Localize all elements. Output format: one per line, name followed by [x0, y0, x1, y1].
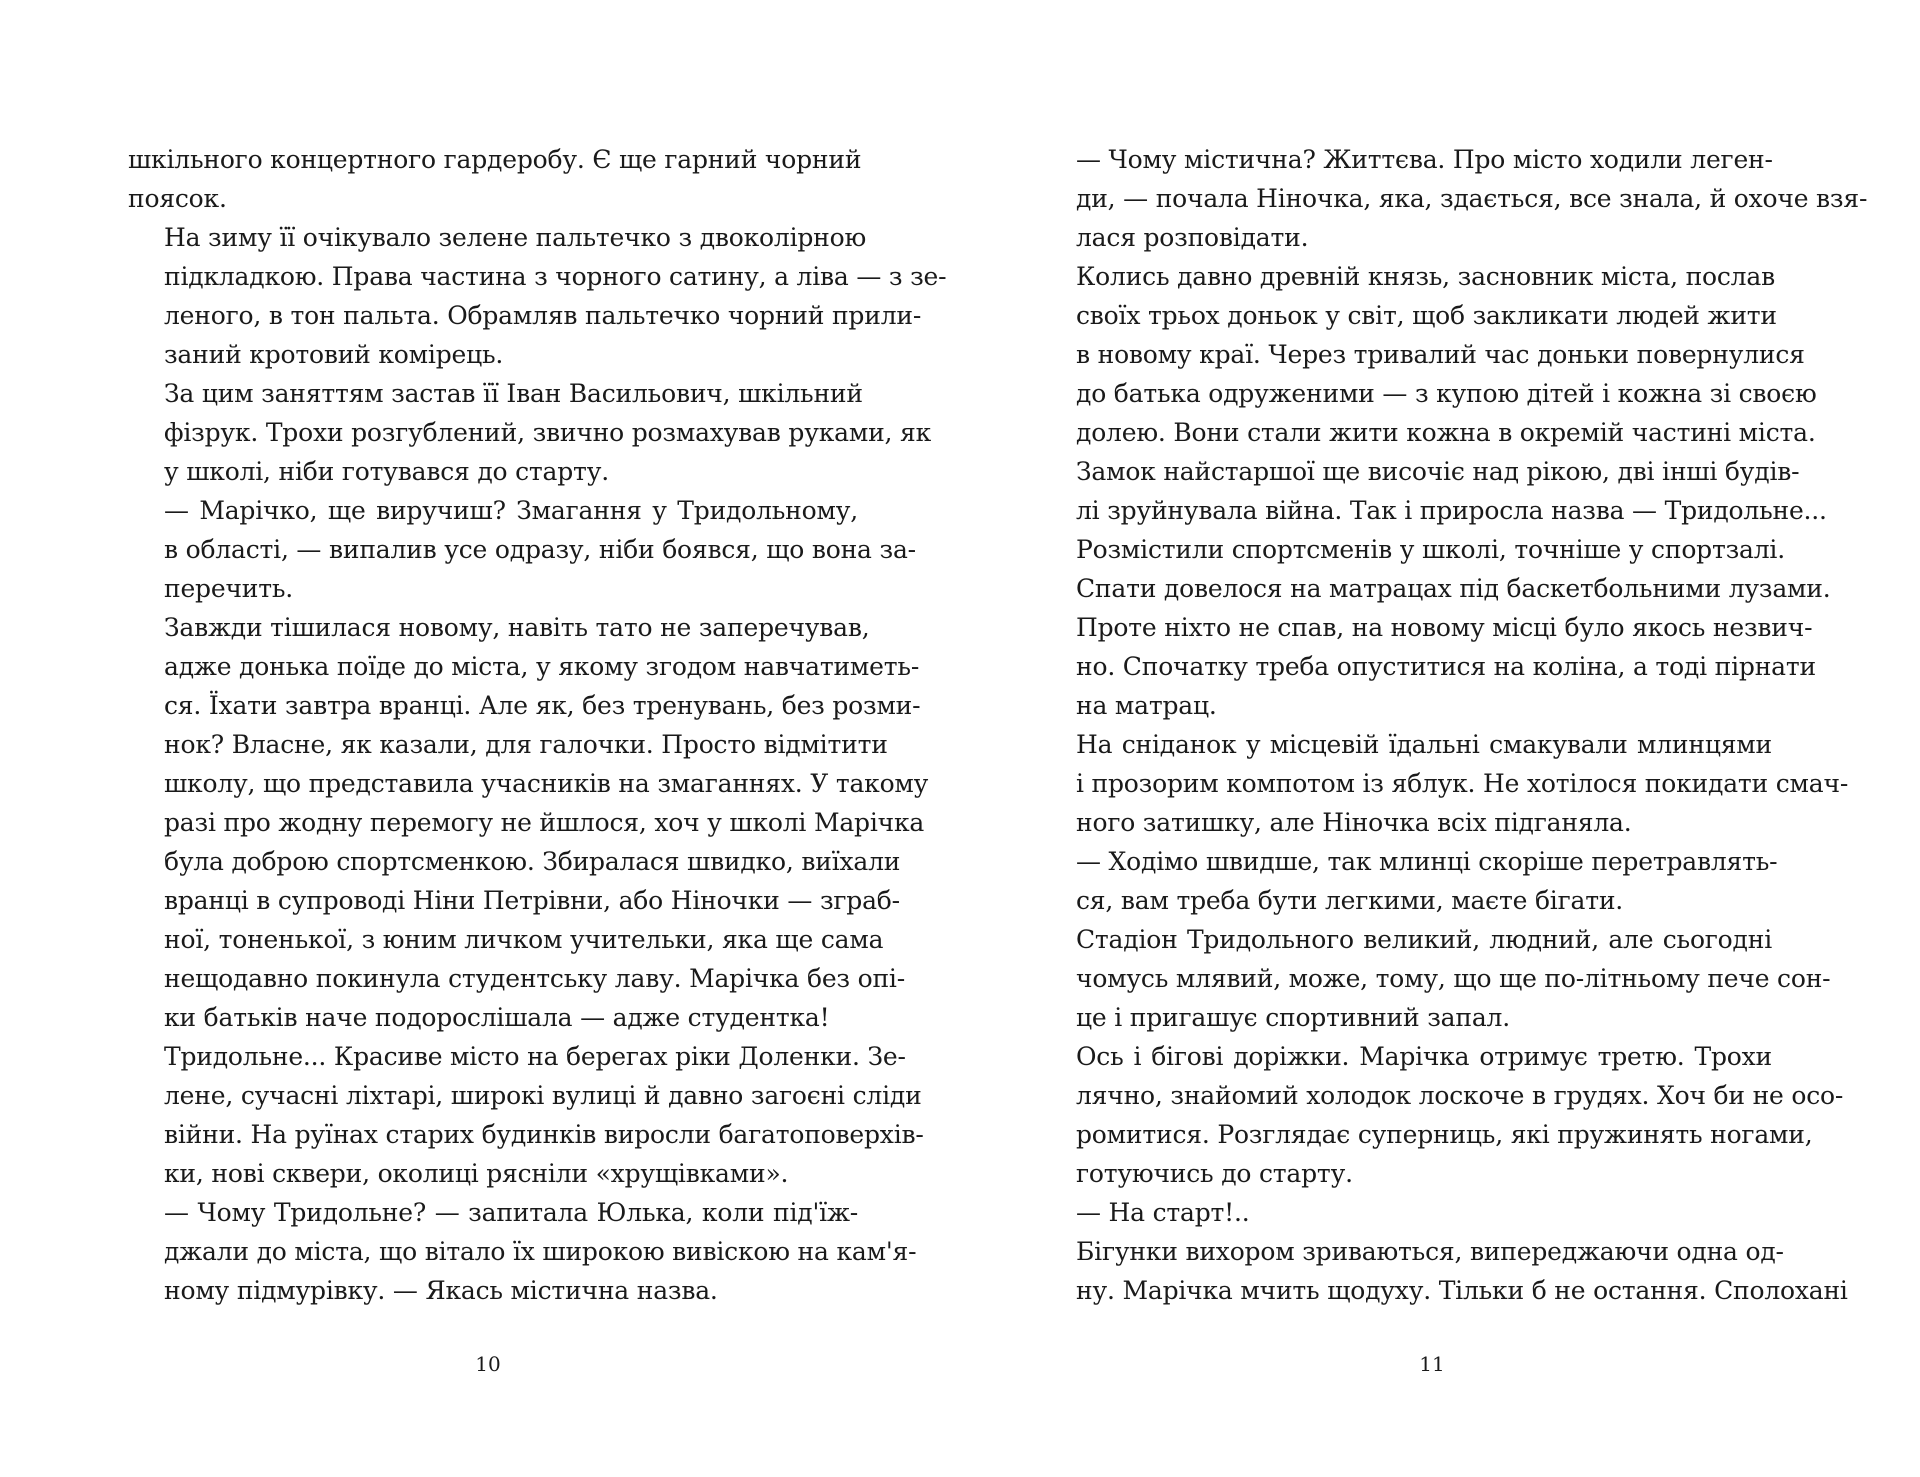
text-line: лячно, знайомий холодок лоскоче в грудях. Хоч би не осо-: [1076, 1081, 1844, 1110]
text-line: була доброю спортсменкою. Збиралася швидко, виїхали: [164, 847, 901, 876]
text-line: разі про жодну перемогу не йшлося, хоч у школі Марічка: [164, 808, 925, 837]
text-line: За цим заняттям застав її Іван Васильович, шкільний: [164, 379, 863, 408]
text-line: джали до міста, що вітало їх широкою вивіскою на кам'я-: [164, 1237, 917, 1266]
text-line: На зиму її очікувало зелене пальтечко з двоколірною: [164, 223, 867, 252]
text-line: Замок найстаршої ще височіє над рікою, дві інші будів-: [1076, 457, 1800, 486]
paragraph: [1040, 257, 1827, 530]
text-line: фізрук. Трохи розгублений, звично розмахував руками, як: [164, 418, 932, 447]
text-line: Проте ніхто не спав, на новому місці було якось незвич-: [1076, 613, 1813, 642]
text-line: в новому краї. Через тривалий час доньки повернулися: [1076, 340, 1805, 369]
right-page-text: [1040, 140, 1868, 1310]
text-line: Ось і бігові доріжки. Марічка отримує третю. Трохи: [1076, 1042, 1772, 1071]
text-line: ди, — почала Ніночка, яка, здається, все знала, й охоче взя-: [1076, 184, 1868, 213]
text-line: ромитися. Розглядає суперниць, які пружинять ногами,: [1076, 1120, 1813, 1149]
text-line: в області, — випалив усе одразу, ніби боявся, що вона за-: [164, 535, 916, 564]
text-line: Тридольне... Красиве місто на берегах ріки Доленки. Зе-: [164, 1042, 906, 1071]
text-line: і прозорим компотом із яблук. Не хотілося покидати смач-: [1076, 769, 1849, 798]
paragraph: [128, 374, 932, 491]
text-line: готуючись до старту.: [1076, 1159, 1353, 1188]
paragraph: [1040, 140, 1868, 257]
text-line: війни. На руїнах старих будинків виросли багатоповерхів-: [164, 1120, 924, 1149]
text-line: школу, що представила учасників на змаганнях. У такому: [164, 769, 929, 798]
text-line: перечить.: [164, 574, 294, 603]
text-line: — На старт!..: [1076, 1198, 1250, 1227]
text-line: ся, вам треба бути легкими, маєте бігати.: [1076, 886, 1624, 915]
text-line: Колись давно древній князь, засновник міста, послав: [1076, 262, 1775, 291]
paragraph: [1040, 920, 1831, 1037]
text-line: нещодавно покинула студентську лаву. Марічка без опі-: [164, 964, 905, 993]
page-number-right: 11: [1419, 1352, 1445, 1376]
text-line: Стадіон Тридольного великий, людний, але сьогодні: [1076, 925, 1772, 954]
text-line: ної, тоненької, з юним личком учительки, яка ще сама: [164, 925, 884, 954]
left-page-text: [128, 140, 947, 1310]
text-line: нок? Власне, як казали, для галочки. Просто відмітити: [164, 730, 888, 759]
paragraph: [128, 140, 862, 218]
text-line: на матрац.: [1076, 691, 1217, 720]
text-line: шкільного концертного гардеробу. Є ще гарний чорний: [128, 145, 862, 174]
paragraph: [128, 218, 947, 374]
text-line: вранці в супроводі Ніни Петрівни, або Ніночки — зграб-: [164, 886, 900, 915]
paragraph: [1040, 1232, 1848, 1310]
text-line: На сніданок у місцевій їдальні смакували млинцями: [1076, 730, 1772, 759]
text-line: ки, нові сквери, околиці рясніли «хрущівками».: [164, 1159, 789, 1188]
text-line: лене, сучасні ліхтарі, широкі вулиці й давно загоєні сліди: [164, 1081, 922, 1110]
paragraph: [1040, 1193, 1772, 1232]
page-number-left: 10: [475, 1352, 501, 1376]
text-line: — Ходімо швидше, так млинці скоріше перетравлять-: [1076, 847, 1778, 876]
text-line: заний кротовий комірець.: [164, 340, 504, 369]
text-line: лі зруйнувала війна. Так і приросла назва — Тридольне...: [1076, 496, 1827, 525]
text-line: поясок.: [128, 184, 227, 213]
paragraph: [1040, 725, 1849, 842]
text-line: ного затишку, але Ніночка всіх підганяла.: [1076, 808, 1632, 837]
paragraph: [128, 608, 929, 1037]
paragraph: [128, 491, 916, 608]
text-line: лася розповідати.: [1076, 223, 1309, 252]
right-page: [960, 0, 1920, 1477]
text-line: Спати довелося на матрацах під баскетбольними лузами.: [1076, 574, 1831, 603]
text-line: у школі, ніби готувався до старту.: [164, 457, 609, 486]
text-line: — Марічко, ще виручиш? Змагання у Тридольному,: [164, 496, 858, 525]
text-line: ну. Марічка мчить щодуху. Тільки б не остання. Сполохані: [1076, 1276, 1848, 1305]
text-line: адже донька поїде до міста, у якому згодом навчатиметь-: [164, 652, 920, 681]
text-line: Розмістили спортсменів у школі, точніше у спортзалі.: [1076, 535, 1785, 564]
text-line: ки батьків наче подорослішала — адже студентка!: [164, 1003, 830, 1032]
text-line: леного, в тон пальта. Обрамляв пальтечко чорний прили-: [164, 301, 922, 330]
paragraph: [128, 1037, 924, 1193]
text-line: підкладкою. Права частина з чорного сатину, а ліва — з зе-: [164, 262, 947, 291]
text-line: ся. Їхати завтра вранці. Але як, без тренувань, без розми-: [164, 691, 921, 720]
text-line: своїх трьох доньок у світ, щоб закликати людей жити: [1076, 301, 1777, 330]
text-line: Бігунки вихором зриваються, випереджаючи одна од-: [1076, 1237, 1784, 1266]
text-line: но. Спочатку треба опуститися на коліна, а тоді пірнати: [1076, 652, 1816, 681]
text-line: до батька одруженими — з купою дітей і кожна зі своєю: [1076, 379, 1817, 408]
text-line: чомусь млявий, може, тому, що ще по-літньому пече сон-: [1076, 964, 1831, 993]
paragraph: [1040, 1037, 1844, 1193]
text-line: Завжди тішилася новому, навіть тато не заперечував,: [164, 613, 870, 642]
text-line: це і пригашує спортивний запал.: [1076, 1003, 1510, 1032]
paragraph: [1040, 842, 1778, 920]
text-line: долею. Вони стали жити кожна в окремій частині міста.: [1076, 418, 1816, 447]
text-line: ному підмурівку. — Якась містична назва.: [164, 1276, 718, 1305]
text-line: — Чому Тридольне? — запитала Юлька, коли під'їж-: [164, 1198, 858, 1227]
paragraph: [1040, 530, 1831, 725]
paragraph: [128, 1193, 917, 1310]
text-line: — Чому містична? Життєва. Про місто ходили леген-: [1076, 145, 1773, 174]
